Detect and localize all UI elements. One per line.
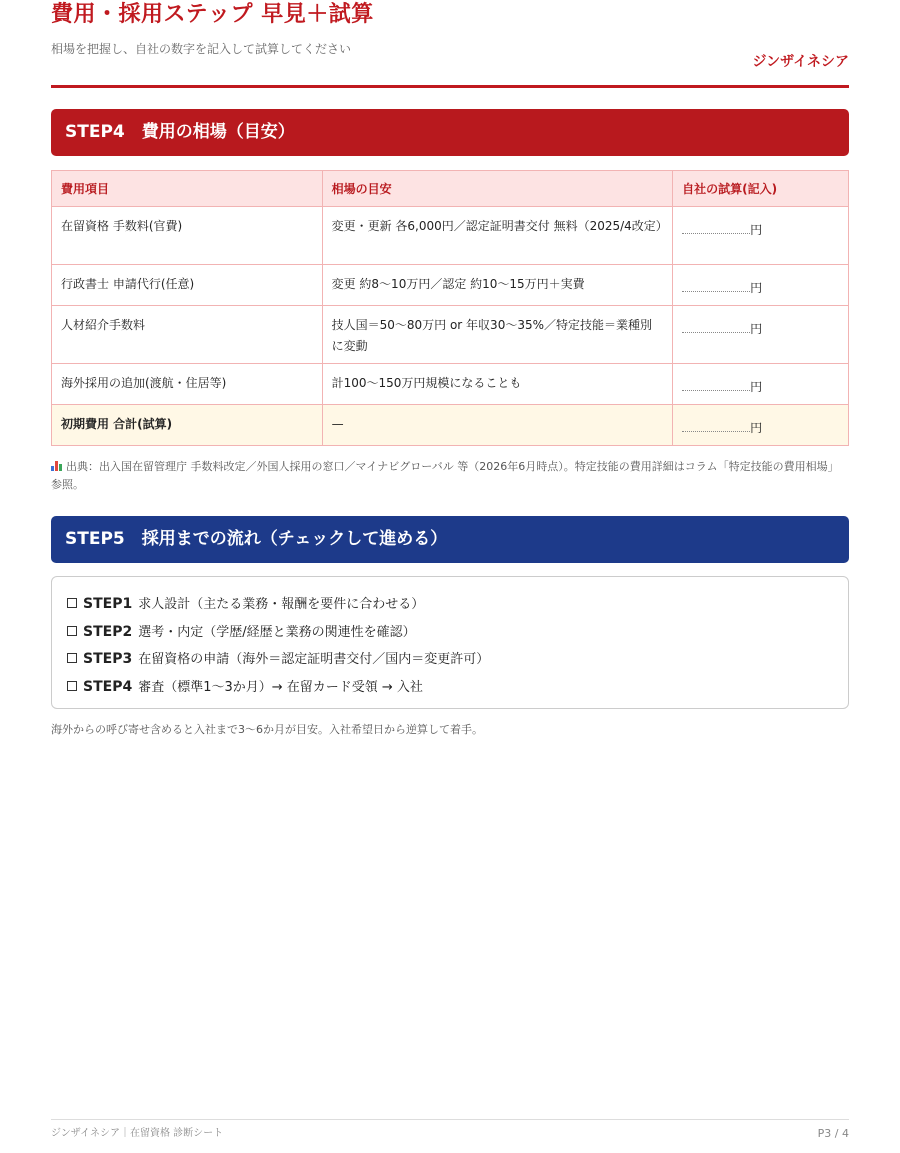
brand-name: ジンザイネシア (752, 54, 849, 70)
estimate-cell (673, 207, 849, 265)
cost-range: 計100〜150万円規模になることも (322, 364, 673, 405)
page-title: 費用・採用ステップ 早見＋試算 (51, 2, 374, 27)
estimate-cell (673, 405, 849, 446)
cost-item: 人材紹介手数料 (52, 306, 323, 364)
checklist-step-text: 求人設計（主たる業務・報酬を要件に合わせる） (138, 597, 425, 612)
step5-heading: STEP5 採用までの流れ（チェックして進める） (51, 516, 849, 563)
column-header-estimate: 自社の試算(記入) (673, 171, 849, 207)
total-row (52, 405, 849, 446)
estimate-cell (673, 306, 849, 364)
estimate-cell (673, 265, 849, 306)
estimate-input[interactable] (682, 220, 762, 241)
estimate-input[interactable] (682, 278, 762, 299)
cost-table (51, 170, 849, 446)
estimate-total-input[interactable] (682, 418, 762, 439)
source-note (51, 458, 849, 494)
column-header-range: 相場の目安 (322, 171, 673, 207)
entry-line (682, 321, 750, 333)
cost-range: — (322, 405, 673, 446)
estimate-cell (673, 364, 849, 405)
entry-line (682, 222, 750, 234)
estimate-input[interactable] (682, 319, 762, 340)
checkbox[interactable] (67, 626, 77, 636)
checkbox[interactable] (67, 681, 77, 691)
yen-unit: 円 (750, 421, 763, 435)
footer-page-number: P3 / 4 (817, 1127, 849, 1140)
checklist-item[interactable] (67, 674, 848, 702)
checklist-item[interactable] (67, 591, 848, 619)
bar-chart-icon (51, 461, 62, 471)
cost-range: 変更 約8〜10万円／認定 約10〜15万円＋実費 (322, 265, 673, 306)
entry-line (682, 280, 750, 292)
source-text: 出典：出入国在留管理庁 手数料改定／外国人採用の窓口／マイナビグローバル 等（2026年6月時点）。特定技能の費用詳細はコラム「特定技能の費用相場」参照。 (51, 460, 839, 491)
estimate-input[interactable] (682, 377, 762, 398)
cost-item: 海外採用の追加(渡航・住居等) (52, 364, 323, 405)
checklist-step-text: 在留資格の申請（海外＝認定証明書交付／国内＝変更許可） (138, 652, 490, 667)
header-divider (51, 85, 849, 88)
entry-line (682, 420, 750, 432)
yen-unit: 円 (750, 281, 763, 295)
checklist-item[interactable] (67, 646, 848, 674)
step-checklist (51, 576, 849, 709)
checkbox[interactable] (67, 653, 77, 663)
column-header-item: 費用項目 (52, 171, 323, 207)
cost-range: 技人国＝50〜80万円 or 年収30〜35%／特定技能＝業種別に変動 (322, 306, 673, 364)
yen-unit: 円 (750, 380, 763, 394)
timeline-note: 海外からの呼び寄せ含めると入社まで3〜6か月が目安。入社希望日から逆算して着手。 (51, 723, 483, 736)
page-subtitle: 相場を把握し、自社の数字を記入して試算してください (51, 42, 352, 56)
checklist-step-label: STEP2 (83, 623, 133, 640)
yen-unit: 円 (750, 223, 763, 237)
page (51, 0, 849, 1153)
footer-divider (51, 1119, 849, 1120)
cost-range: 変更・更新 各6,000円／認定証明書交付 無料（2025/4改定） (322, 207, 673, 265)
yen-unit: 円 (750, 322, 763, 336)
checkbox[interactable] (67, 598, 77, 608)
checklist-step-text: 審査（標準1〜3か月）→ 在留カード受領 → 入社 (138, 679, 423, 695)
entry-line (682, 379, 750, 391)
table-header-row (52, 171, 849, 207)
checklist-step-text: 選考・内定（学歴/経歴と業務の関連性を確認） (138, 624, 416, 640)
step4-heading: STEP4 費用の相場（目安） (51, 109, 849, 156)
cost-item-total: 初期費用 合計(試算) (52, 405, 323, 446)
checklist-step-label: STEP3 (83, 651, 133, 667)
table-row (52, 265, 849, 306)
checklist-item[interactable] (67, 619, 848, 647)
table-row (52, 364, 849, 405)
table-row (52, 306, 849, 364)
footer-document-name: ジンザイネシア｜在留資格 診断シート (51, 1128, 224, 1139)
table-row (52, 207, 849, 265)
checklist-step-label: STEP1 (83, 596, 133, 612)
cost-item: 在留資格 手数料(官費) (52, 207, 323, 265)
checklist-step-label: STEP4 (83, 678, 133, 695)
cost-item: 行政書士 申請代行(任意) (52, 265, 323, 306)
